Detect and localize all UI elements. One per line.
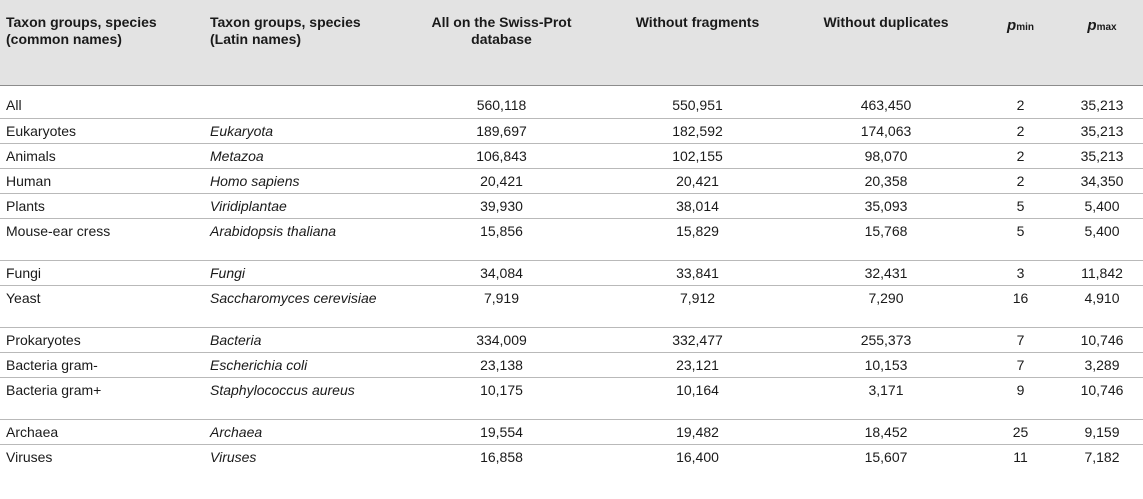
cell-latin-name: Fungi	[210, 264, 246, 281]
cell-pmin: 7	[1016, 356, 1025, 373]
cell-latin-name: Bacteria	[210, 331, 262, 348]
cell-without-duplicates: 15,768	[864, 222, 908, 239]
cell-common-name: Yeast	[6, 289, 41, 306]
cell-pmin: 2	[1016, 96, 1025, 113]
cell-pmin: 11	[1013, 448, 1028, 465]
cell-pmax: 10,746	[1080, 381, 1124, 398]
cell-without-fragments: 182,592	[672, 122, 723, 139]
header-without-duplicates: Without duplicates	[823, 14, 949, 30]
table-row	[0, 352, 1143, 377]
cell-all-count: 19,554	[480, 423, 523, 440]
table-row	[0, 143, 1143, 168]
cell-all-count: 189,697	[476, 122, 527, 139]
cell-pmax: 4,910	[1084, 289, 1120, 306]
cell-without-duplicates: 98,070	[864, 147, 908, 164]
table-header	[0, 0, 1143, 85]
cell-latin-name: Viridiplantae	[210, 197, 287, 214]
cell-without-duplicates: 20,358	[864, 172, 908, 189]
cell-latin-name: Staphylococcus aureus	[210, 381, 355, 398]
cell-without-fragments: 15,829	[676, 222, 719, 239]
cell-pmax: 35,213	[1080, 122, 1124, 139]
cell-pmin: 2	[1016, 147, 1025, 164]
cell-all-count: 334,009	[476, 331, 527, 348]
cell-without-duplicates: 463,450	[860, 96, 912, 113]
cell-latin-name: Archaea	[210, 423, 263, 440]
cell-common-name: Eukaryotes	[6, 122, 77, 139]
cell-common-name: Bacteria gram-	[6, 356, 98, 373]
cell-latin-name: Eukaryota	[210, 122, 274, 139]
cell-common-name: Human	[6, 172, 52, 189]
cell-common-name: Archaea	[6, 423, 59, 440]
table-row	[0, 85, 1143, 118]
cell-all-count: 106,843	[476, 147, 527, 164]
cell-without-fragments: 33,841	[676, 264, 719, 281]
cell-pmax: 35,213	[1080, 96, 1124, 113]
cell-all-count: 34,084	[480, 264, 523, 281]
cell-all-count: 23,138	[480, 356, 523, 373]
cell-common-name: Fungi	[6, 264, 42, 281]
table-row	[0, 168, 1143, 193]
cell-without-fragments: 7,912	[679, 289, 716, 306]
cell-pmin: 25	[1012, 423, 1029, 440]
table-row	[0, 377, 1143, 419]
cell-without-duplicates: 18,452	[864, 423, 908, 440]
cell-without-fragments: 23,121	[676, 356, 719, 373]
cell-latin-name	[204, 85, 400, 118]
cell-pmax: 7,182	[1084, 448, 1120, 465]
cell-pmax: 5,400	[1084, 197, 1120, 214]
cell-pmin: 16	[1012, 289, 1029, 306]
cell-pmin: 2	[1016, 122, 1025, 139]
cell-latin-name: Metazoa	[210, 147, 264, 164]
cell-common-name: Prokaryotes	[6, 331, 81, 348]
header-common-names: Taxon groups, species (common names)	[6, 14, 157, 47]
cell-latin-name: Saccharomyces cerevisiae	[210, 289, 377, 306]
cell-all-count: 10,175	[480, 381, 523, 398]
cell-pmin: 7	[1016, 331, 1025, 348]
cell-without-duplicates: 255,373	[860, 331, 912, 348]
cell-latin-name: Viruses	[210, 448, 257, 465]
cell-pmax: 34,350	[1080, 172, 1124, 189]
cell-all-count: 20,421	[480, 172, 523, 189]
cell-latin-name: Escherichia coli	[210, 356, 308, 373]
cell-without-duplicates: 174,063	[860, 122, 912, 139]
cell-latin-name: Arabidopsis thaliana	[210, 222, 337, 239]
header-pmin-subscript: min	[1016, 22, 1034, 33]
cell-all-count: 15,856	[480, 222, 523, 239]
cell-common-name: Mouse-ear cress	[6, 222, 111, 239]
cell-common-name: Animals	[6, 147, 56, 164]
cell-pmax: 9,159	[1084, 423, 1120, 440]
cell-without-duplicates: 3,171	[868, 381, 904, 398]
cell-without-fragments: 16,400	[676, 448, 719, 465]
cell-common-name: Plants	[6, 197, 45, 214]
cell-without-fragments: 332,477	[672, 331, 723, 348]
table-body	[0, 85, 1143, 469]
header-pmin	[980, 0, 1061, 85]
cell-without-fragments: 550,951	[672, 96, 723, 113]
cell-without-duplicates: 10,153	[864, 356, 908, 373]
cell-without-fragments: 20,421	[676, 172, 719, 189]
cell-pmax: 35,213	[1080, 147, 1124, 164]
header-latin-names: Taxon groups, species (Latin names)	[210, 14, 361, 47]
cell-pmax: 5,400	[1084, 222, 1120, 239]
cell-pmin: 5	[1016, 197, 1025, 214]
cell-all-count: 7,919	[483, 289, 520, 306]
cell-common-name: All	[6, 96, 22, 113]
table-row	[0, 260, 1143, 285]
cell-all-count: 39,930	[480, 197, 523, 214]
header-pmax-subscript: max	[1096, 22, 1117, 33]
table-row	[0, 285, 1143, 327]
cell-without-fragments: 38,014	[676, 197, 719, 214]
cell-all-count: 16,858	[480, 448, 523, 465]
cell-pmin: 5	[1016, 222, 1025, 239]
cell-common-name: Bacteria gram+	[6, 381, 102, 398]
header-without-fragments: Without fragments	[635, 14, 760, 30]
cell-pmax: 10,746	[1080, 331, 1124, 348]
cell-without-fragments: 10,164	[676, 381, 719, 398]
cell-without-fragments: 19,482	[676, 423, 719, 440]
table-row	[0, 118, 1143, 143]
header-all-swissprot: All on the Swiss-Prot database	[431, 14, 572, 47]
cell-without-duplicates: 7,290	[868, 289, 904, 306]
cell-pmax: 3,289	[1084, 356, 1120, 373]
table-row	[0, 444, 1143, 469]
cell-without-duplicates: 15,607	[864, 448, 908, 465]
cell-without-duplicates: 32,431	[864, 264, 908, 281]
table-row	[0, 218, 1143, 260]
cell-latin-name: Homo sapiens	[210, 172, 300, 189]
table-row	[0, 419, 1143, 444]
header-pmin-symbol: p	[1007, 17, 1017, 34]
cell-pmin: 2	[1016, 172, 1025, 189]
cell-all-count: 560,118	[476, 96, 527, 113]
header-pmax	[1061, 0, 1143, 85]
table-row	[0, 327, 1143, 352]
cell-common-name: Viruses	[6, 448, 53, 465]
header-row	[0, 0, 1143, 85]
cell-without-duplicates: 35,093	[864, 197, 908, 214]
cell-pmin: 3	[1016, 264, 1025, 281]
cell-without-fragments: 102,155	[672, 147, 723, 164]
cell-pmin: 9	[1016, 381, 1025, 398]
table-row	[0, 193, 1143, 218]
header-pmax-symbol: p	[1087, 17, 1097, 34]
cell-pmax: 11,842	[1081, 264, 1123, 281]
